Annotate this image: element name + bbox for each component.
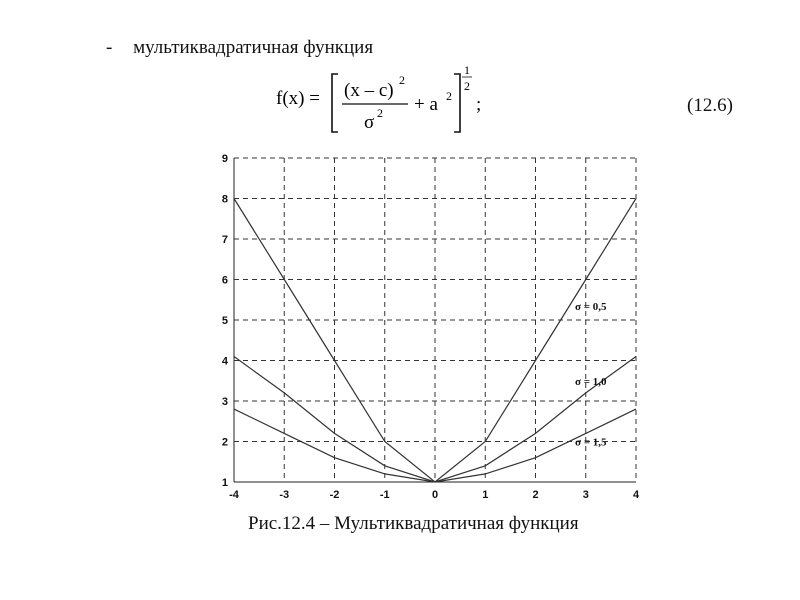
series-annotation: σ = 1,5	[575, 436, 607, 449]
y-tick-label: 8	[221, 193, 228, 206]
x-tick-label: 0	[431, 489, 439, 501]
equation-number: (12.6)	[687, 95, 733, 116]
plus-power: 2	[446, 89, 452, 103]
y-tick-label: 4	[221, 355, 228, 368]
y-tick-label: 6	[221, 274, 228, 287]
x-tick-label: -4	[229, 489, 239, 501]
series-annotation: σ = 1,0	[575, 375, 607, 388]
denominator-power: 2	[377, 106, 383, 120]
numerator: (x – c)	[344, 80, 394, 101]
plus-term: + a	[414, 94, 438, 115]
x-tick-label: -3	[279, 489, 290, 501]
y-tick-label: 2	[221, 436, 228, 449]
x-tick-label: 2	[532, 489, 539, 501]
figure-caption: Рис.12.4 – Мультиквадратичная функция	[248, 513, 579, 534]
heading-text: мультиквадратичная функция	[133, 37, 374, 58]
y-tick-label: 3	[221, 396, 228, 408]
formula-lhs: f(x) =	[276, 88, 320, 109]
x-tick-label: 4	[632, 489, 640, 501]
y-tick-label: 9	[221, 153, 228, 165]
y-tick-label: 1	[221, 477, 228, 489]
x-tick-label: -2	[329, 489, 340, 501]
numerator-power: 2	[399, 73, 405, 87]
x-tick-label: -1	[379, 489, 390, 501]
y-tick-label: 5	[221, 315, 228, 327]
formula-terminator: ;	[476, 94, 482, 115]
denominator: σ	[364, 112, 375, 133]
exp-denominator: 2	[464, 79, 470, 93]
x-tick-label: 3	[582, 489, 589, 501]
x-tick-label: 1	[482, 489, 489, 501]
bullet-dash: -	[106, 37, 113, 58]
series-annotation: σ = 0,5	[575, 300, 607, 313]
y-tick-label: 7	[221, 234, 228, 246]
exp-numerator: 1	[464, 63, 470, 77]
